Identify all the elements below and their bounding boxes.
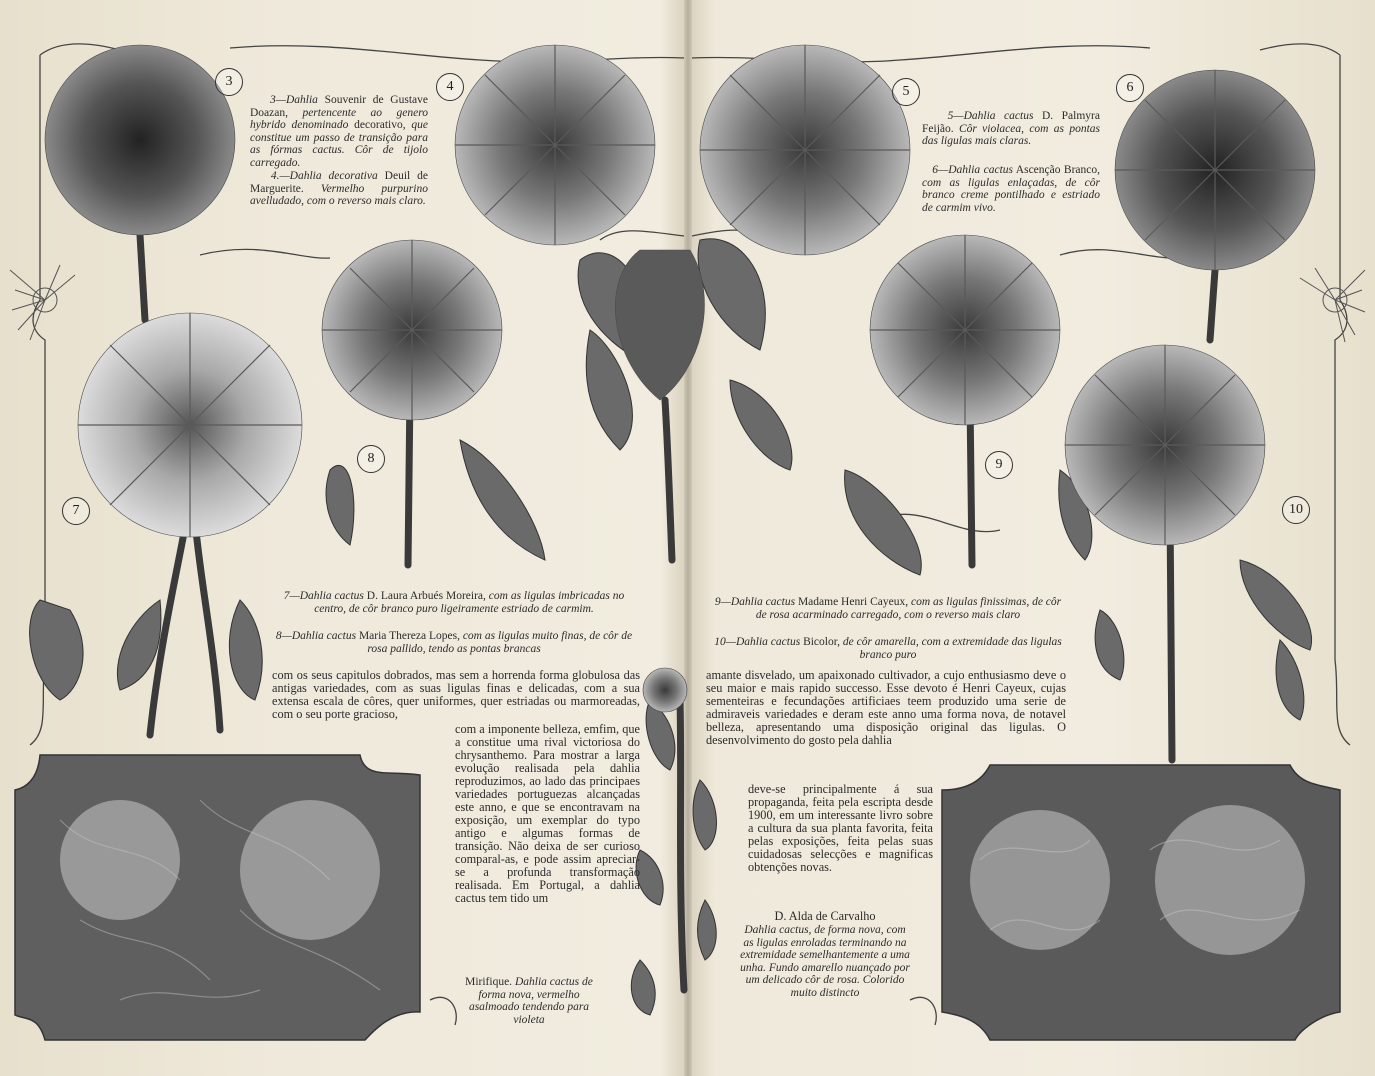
plate-number-10: 10 (1282, 496, 1310, 524)
caption-8: 8—Dahlia cactus Maria Thereza Lopes, com as ligulas muito finas, de côr de rosa pallido, tendo as pontas brancas (275, 630, 633, 655)
plate-number-6: 6 (1116, 74, 1144, 102)
caption-3: 3—Dahlia Souvenir de Gustave Doazan, pertencente ao genero hybrido denominado decorativo, que constitue um passo de transição para as fórmas cactus. Côr de tijolo carregado. (250, 94, 428, 169)
caption-5: 5—Dahlia cactus D. Palmyra Feijão. Côr violacea, com as pontas das ligulas mais claras. (922, 110, 1101, 148)
fan-ornament-left (10, 265, 75, 340)
plate-number-5: 5 (892, 78, 920, 106)
right-article-narrow: deve-se principalmente á sua propaganda, feita pela escripta desde 1900, em um interessante livro sobre a cultura da sua planta favorita, feita pelas exposições, feita pelas suas cuidadosas selecções e magnificas obtenções novas. (748, 782, 933, 874)
fan-ornament-right (1300, 268, 1365, 342)
author-signature: D. Alda de Carvalho (774, 909, 876, 923)
dahlia-3 (45, 45, 235, 235)
plate-number-7: 7 (62, 497, 90, 525)
left-article-narrow: com a imponente belleza, emfim, que a constitue uma rival victoriosa do chrysanthemo. Para mostrar a larga evolução realisada pela dahlia reproduzimos, ao lado das principaes variedades portuguezas alcançadas este anno, e que se encontravam na exposição, um exemplar do typo antigo e algumas formas de transição. Não deixa de ser curioso comparal-as, e pode assim apreciar-se a profunda transformação realisada. Em Portugal, a dahlia cactus tem tido um (455, 722, 640, 905)
caption-4: 4.—Dahlia decorativa Deuil de Marguerite. Vermelho purpurino avelludado, com o reverso mais claro. (250, 170, 429, 208)
dahlia-mirifique (643, 668, 687, 712)
right-photo-caption: Dahlia cactus, de forma nova, com as ligulas enroladas terminando na extremidade semelhantemente a uma unha. Fundo amarello nuançado por um delicado côr de rosa. Colorido muito distincto (740, 924, 910, 999)
dahlia-bunch-center (615, 250, 704, 400)
mirifique-caption: Mirifique. Dahlia cactus de forma nova, vermelho asalmoado tendendo para violeta (465, 976, 593, 1026)
right-article-wide: amante disvelado, um apaixonado cultivador, a cujo enthusiasmo deve o seu maior e mais rapido successo. Esse devoto é Henri Cayeux, cujas sementeiras e fecundações artificiaes teem produzido uma serie de admiraveis variedades e deram este anno uma forma nova, de notavel belleza, apresentando uma disposição original das ligulas. O desenvolvimento do gosto pela dahlia (706, 668, 1066, 747)
caption-6: 6—Dahlia cactus Ascenção Branco, com as ligulas enlaçadas, de côr branco creme pontilhado e estriado de carmim vivo. (922, 164, 1100, 214)
caption-7: 7—Dahlia cactus D. Laura Arbués Moreira, com as ligulas imbricadas no centro, de côr branco puro ligeiramente estriado de carmim. (283, 590, 625, 615)
plate-number-4: 4 (436, 73, 464, 101)
plate-number-3: 3 (215, 68, 243, 96)
plate-number-9: 9 (985, 451, 1013, 479)
caption-9: 9—Dahlia cactus Madame Henri Cayeux, com as ligulas finissimas, de côr de rosa acarminado carregado, com o reverso mais claro (714, 596, 1062, 621)
plate-number-8: 8 (357, 445, 385, 473)
caption-10: 10—Dahlia cactus Bicolor, de côr amarella, com a extremidade das ligulas branco puro (714, 636, 1062, 661)
left-article-wide: com os seus capitulos dobrados, mas sem a horrenda forma globulosa das antigas variedades, com as suas ligulas finas e delicadas, com a sua extensa escala de côres, quer uniformes, quer estriadas ou marmoreadas, com o seu porte gracioso, (272, 668, 640, 721)
